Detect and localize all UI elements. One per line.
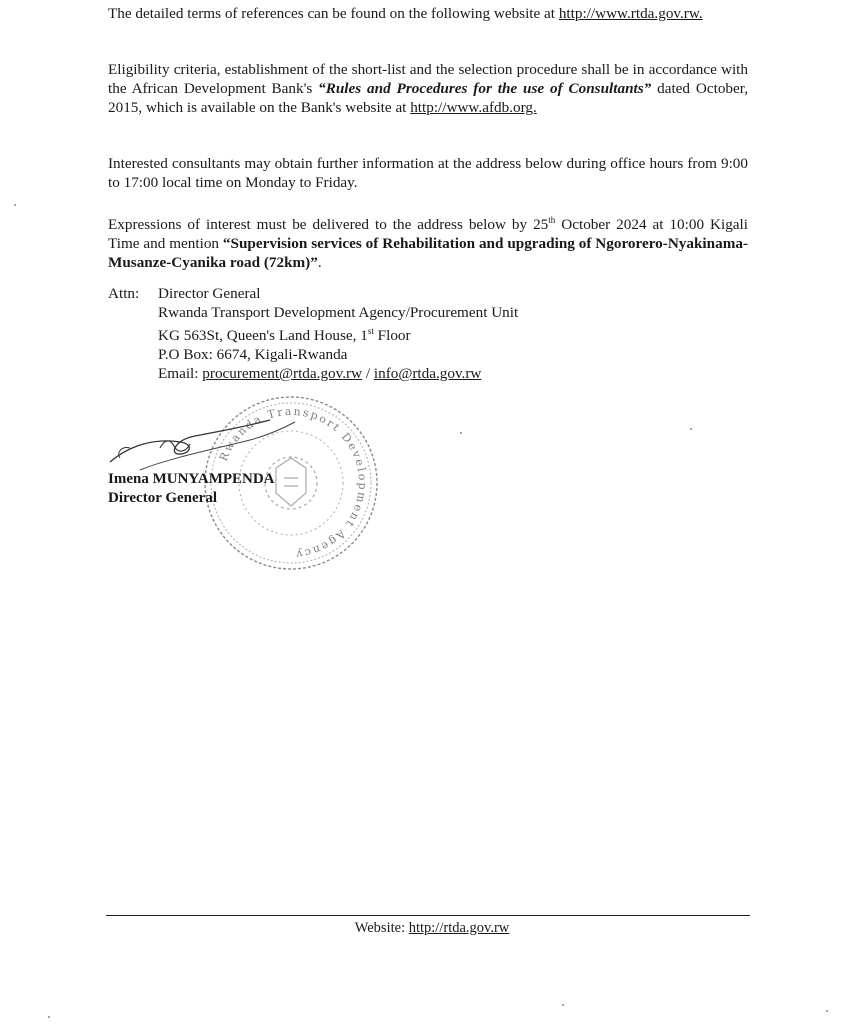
submission-text: Expressions of interest must be delivered to the address below by 25 bbox=[108, 216, 549, 234]
further-info-text: Interested consultants may obtain further information at the address below during office hours from 9:00 to 17:00 local time on Monday to Friday. bbox=[108, 155, 748, 191]
paragraph-submission bbox=[108, 211, 748, 272]
procurement-email-link[interactable]: procurement@rtda.gov.rw bbox=[202, 365, 363, 383]
address-line bbox=[108, 284, 518, 303]
footer-label: Website: bbox=[354, 920, 409, 936]
footer-website-link[interactable]: http://rtda.gov.rw bbox=[408, 920, 510, 936]
street-address bbox=[158, 322, 411, 345]
attn-recipient: Director General bbox=[158, 285, 261, 302]
agency-unit: Rwanda Transport Development Agency/Procurement Unit bbox=[158, 304, 519, 321]
paragraph-further-info bbox=[108, 154, 748, 192]
address-line bbox=[108, 345, 518, 364]
rules-title: “Rules and Procedures for the use of Consultants” bbox=[318, 80, 652, 97]
date-suffix: th bbox=[548, 215, 556, 225]
terms-text: The detailed terms of references can be found on the following website at bbox=[108, 5, 559, 22]
signatory-title: Director General bbox=[108, 490, 217, 506]
signature bbox=[100, 400, 300, 480]
po-box: P.O Box: 6674, Kigali-Rwanda bbox=[158, 346, 348, 364]
info-email-link[interactable]: info@rtda.gov.rw bbox=[373, 365, 482, 383]
submission-text-cont: October 2024 at 10:00 Kigali Time and mention bbox=[108, 216, 748, 253]
scan-speck bbox=[14, 204, 16, 206]
scan-speck bbox=[460, 432, 462, 434]
scan-speck bbox=[826, 1010, 828, 1012]
afdb-website-link[interactable]: http://www.afdb.org. bbox=[410, 99, 537, 116]
submission-end: . bbox=[317, 254, 322, 272]
eligibility-text-cont: dated October, 2015, which is available on the Bank's website at bbox=[108, 80, 748, 116]
scan-speck bbox=[562, 1004, 564, 1006]
signatory-name: Imena MUNYAMPENDA bbox=[108, 471, 275, 487]
email-line bbox=[158, 364, 481, 383]
address-line bbox=[108, 303, 518, 322]
footer-divider bbox=[106, 915, 750, 916]
scan-speck bbox=[690, 428, 692, 430]
attn-label: Attn: bbox=[108, 285, 140, 302]
email-separator: / bbox=[362, 365, 374, 383]
signatory-block bbox=[108, 470, 275, 508]
rtda-website-link[interactable]: http://www.rtda.gov.rw. bbox=[558, 5, 703, 22]
email-label: Email: bbox=[158, 365, 203, 383]
assignment-title: “Supervision services of Rehabilitation and upgrading of Ngororero-Nyakinama-Musanze-Cyanika road (72km)” bbox=[108, 235, 748, 272]
eligibility-text: Eligibility criteria, establishment of the short-list and the selection procedure shall be in accordance with the African Development Bank's bbox=[108, 61, 748, 97]
page-footer bbox=[0, 920, 864, 937]
floor-suffix: st bbox=[367, 326, 374, 336]
stamp-ring-text: Rwanda Transport Development Agency bbox=[216, 404, 370, 562]
address-line bbox=[108, 364, 518, 383]
address-line bbox=[108, 322, 518, 345]
paragraph-terms-of-reference bbox=[108, 4, 748, 23]
contact-address bbox=[108, 284, 518, 383]
floor-text: Floor bbox=[373, 327, 411, 345]
street-address-text: KG 563St, Queen's Land House, 1 bbox=[158, 327, 368, 345]
paragraph-eligibility bbox=[108, 60, 748, 117]
scan-speck bbox=[48, 1016, 50, 1018]
